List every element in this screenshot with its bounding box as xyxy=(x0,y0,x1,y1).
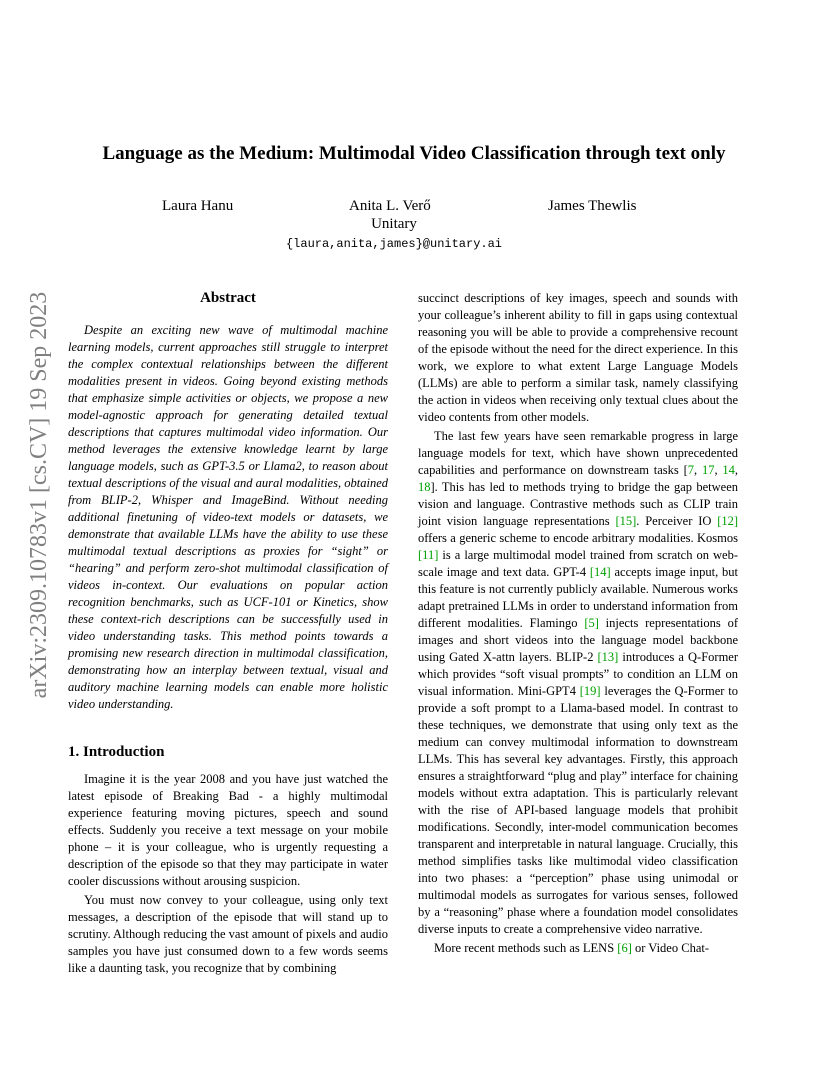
citation-separator: , xyxy=(714,463,723,477)
citation-link[interactable]: [19] xyxy=(579,684,601,698)
author-1: Laura Hanu xyxy=(162,198,234,214)
abstract-heading: Abstract xyxy=(200,290,256,306)
citation-link[interactable]: 14 xyxy=(722,463,735,477)
arxiv-stamp: arXiv:2309.10783v1 [cs.CV] 19 Sep 2023 xyxy=(26,291,52,699)
right-column xyxy=(418,290,738,957)
p3-text-4: offers a generic scheme to encode arbitrary modalities. Kosmos xyxy=(418,531,738,545)
citation-bracket-close: ] xyxy=(430,480,435,494)
citation-separator: , xyxy=(694,463,702,477)
citation-link[interactable]: [6] xyxy=(617,941,632,955)
citation-link[interactable]: [5] xyxy=(584,616,599,630)
affiliation: Unitary xyxy=(371,216,417,232)
author-emails: {laura,anita,james}@unitary.ai xyxy=(285,237,503,251)
p3-text-8: introduces a Q-Former which provides “soft visual prompts” to condition an LLM on visual information. Mini-GPT4 xyxy=(418,650,738,698)
p3-text-3: . Perceiver IO xyxy=(636,514,718,528)
arxiv-sidebar xyxy=(20,285,58,705)
citation-link[interactable]: 17 xyxy=(701,463,715,477)
intro-paragraph-2: You must now convey to your colleague, using only text messages, a description of the episode that will stand up to scrutiny. Although reducing the vast amount of pixels and audio samples you have just consumed down to a few words seems like a daunting task, you recognize that by combining xyxy=(68,893,388,975)
p3-text-9: leverages the Q-Former to provide a soft prompt to a Llama-based model. In contrast to these techniques, we demonstrate that using only text as the medium can convey multimodal information to downstream LLMs. This has several key advantages. Firstly, this approach ensures a straightforward “plug and play” interface for chaining models without extra adaptation. This is particularly relevant with the rise of API-based language models that prohibit modifications. Secondly, inter-model communication becomes transparent and interpretable in natural language. Crucially, this method simplifies tasks like multimodal video classification into two phases: a “perception” phase using unimodal or multimodal models as surrogates for various senses, followed by a “reasoning” phase where a foundation model consolidates diverse inputs to create a comprehensive video narrative. xyxy=(418,684,738,936)
citation-link[interactable]: 7 xyxy=(687,463,695,477)
p3-text-6: accepts image input, but this feature is not currently publicly available. Numerous works adapt pretrained LLMs in order to understand information from different modalities. Flamingo xyxy=(418,565,738,630)
p4-text-2: or Video Chat- xyxy=(631,941,710,955)
citation-link[interactable]: [11] xyxy=(418,548,439,562)
citation-link[interactable]: [15] xyxy=(615,514,637,528)
p4-text-1: More recent methods such as LENS xyxy=(434,941,618,955)
abstract-text: Despite an exciting new wave of multimodal machine learning models, current approaches still struggle to interpret the complex contextual relationships between the different modalities present in videos. Going beyond existing methods that emphasize simple activities or objects, we propose a new model-agnostic approach for generating detailed textual descriptions that captures multimodal video information. Our method leverages the extensive knowledge learnt by large language models, such as GPT-3.5 or Llama2, to reason about textual descriptions of the visual and aural modalities, obtained from BLIP-2, Whisper and ImageBind. Without needing additional finetuning of video-text models or datasets, we demonstrate that available LLMs have the ability to use these multimodal textual descriptions as proxies for “sight” or “hearing” and perform zero-shot multimodal classification of videos in-context. Our evaluations on popular action recognition benchmarks, such as UCF-101 or Kinetics, show these context-rich descriptions can be successfully used in video understanding tasks. This method points towards a promising new research direction in multimodal classification, demonstrating how an interplay between textual, visual and auditory machine learning models can enable more holistic video understanding. xyxy=(68,323,388,711)
intro-paragraph-1: Imagine it is the year 2008 and you have just watched the latest episode of Breaking Bad - a highly multimodal experience featuring moving pictures, speech and sound effects. Suddenly you receive a text message on your mobile phone – it is your colleague, who is urgently requesting a description of the episode so that they may participate in water cooler discussions without arousing suspicion. xyxy=(68,772,388,888)
citation-separator: , xyxy=(734,463,739,477)
intro-paragraph-2-continued: succinct descriptions of key images, speech and sounds with your colleague’s inherent ability to fill in gaps using contextual reasoning you will be able to provide a comprehensive recount of the episode without the need for the direct experience. In this work, we explore to what extent Large Language Models (LLMs) are able to perform a similar task, namely classifying the action in videos when receiving only textual clues about the video contents from other models. xyxy=(418,291,738,424)
introduction-heading: 1. Introduction xyxy=(68,744,165,760)
intro-paragraph-3 xyxy=(418,428,738,938)
citation-bracket-open: [ xyxy=(683,463,688,477)
paper-title: Language as the Medium: Multimodal Video Classification through text only xyxy=(102,143,726,164)
author-3: James Thewlis xyxy=(548,198,637,214)
p3-text-5: is a large multimodal model trained from scratch on web-scale image and text data. GPT-4 xyxy=(418,548,738,579)
p3-text-7: injects representations of images and short videos into the language model backbone using Gated X-attn layers. BLIP-2 xyxy=(418,616,738,664)
introduction-left-column xyxy=(68,771,388,977)
citation-link[interactable]: 18 xyxy=(418,480,431,494)
p3-text-2: . This has led to methods trying to bridge the gap between vision and language. Contrastive methods such as CLIP train joint vision language representations xyxy=(418,480,738,528)
citation-link[interactable]: [13] xyxy=(597,650,619,664)
abstract-body xyxy=(68,322,388,713)
p3-text-1: The last few years have seen remarkable progress in large language models for text, which have shown unprecedented capabilities and performance on downstream tasks xyxy=(418,429,738,477)
citation-link[interactable]: [14] xyxy=(589,565,611,579)
intro-paragraph-4 xyxy=(418,940,738,957)
author-2: Anita L. Verő xyxy=(349,198,431,214)
citation-link[interactable]: [12] xyxy=(717,514,739,528)
